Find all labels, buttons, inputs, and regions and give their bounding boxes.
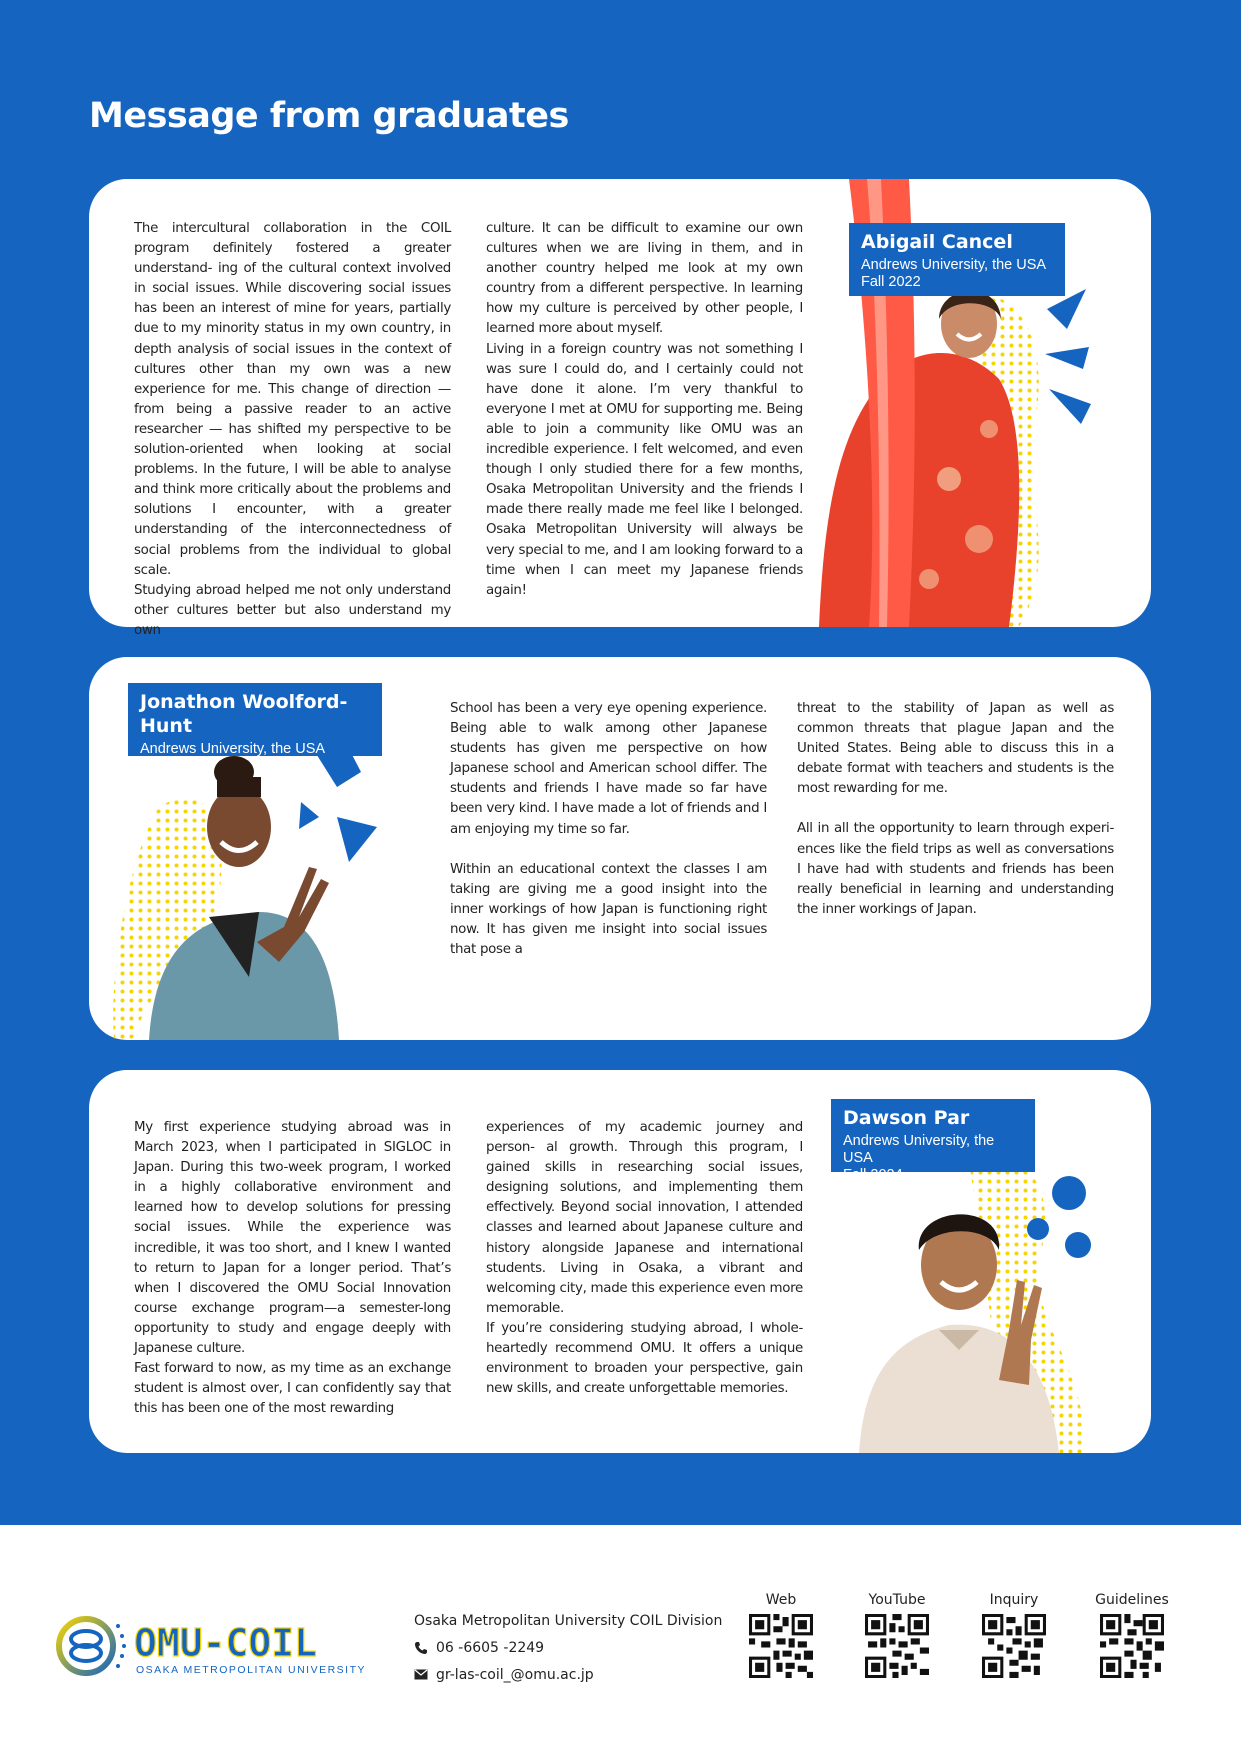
graduate-university: Andrews University, the USA [140,741,326,757]
testimonial-card-dawson [89,1070,1151,1453]
qr-web[interactable] [741,1592,821,1678]
logo-subtitle: OSAKA METROPOLITAN UNIVERSITY [136,1664,367,1676]
omu-coil-logo [48,1614,368,1681]
qr-label: Web [765,1592,797,1608]
qr-youtube[interactable] [857,1592,937,1678]
qr-code-icon[interactable] [1100,1614,1164,1678]
qr-label: Guidelines [1095,1592,1169,1608]
name-badge [128,683,382,774]
graduate-term: Fall 2022 [861,274,921,290]
graduate-term: Fall 2024 [843,1167,903,1183]
paragraph: The intercultural collaboration in the COIL program definitely fostered a greater understand- ing of the cultural context involved in social issues. While discovering social issues has been an interest of mine for years, partially due to my minority status in my own country, in depth analysis of social issues in the context of cultures other than my own was a new experience for me. This change of direction — from being a passive reader to an active researcher — has shifted my perspective to be solution-oriented when looking at social problems. In the future, I will be able to analyse and think more critically about the problems and solutions I encounter, with a greater understanding of the interconnectedness of social problems from the individual to global scale. [134,221,451,578]
qr-inquiry[interactable] [974,1592,1054,1678]
testimonial-card-abigail [89,179,1151,638]
email-row [414,1661,722,1688]
mail-icon [414,1669,428,1680]
paragraph: My first experience studying abroad was in March 2023, when I participated in SIGLOC in Japan. During this two-week program, I worked in a highly collaborative environment and learned how to develop solutions for pressing social issues. While the experience was incredible, it was too short, and I knew I wanted to return to Japan for a longer period. That’s when I discovered the OMU Social Innovation course exchange program—a semester-long opportunity to study and engage deeply with Japanese culture. [134,1120,451,1357]
testimonial-text-col1 [134,219,451,641]
phone-icon [414,1641,428,1655]
page-title: Message from graduates [89,96,569,136]
qr-code-icon[interactable] [982,1614,1046,1678]
paragraph: Studying abroad helped me not only understand other cultures better but also understand my own [134,582,451,638]
graduate-name: Abigail Cancel [861,231,1013,253]
contact-block [414,1607,722,1688]
testimonial-text-col2 [797,699,1114,920]
paragraph: Fast forward to now, as my time as an exchange student is almost over, I can confidently say that this has been one of the most rewarding [134,1361,451,1417]
graduate-photo-dawson [859,1150,1119,1453]
omu-coil-logo-mark [48,1614,368,1676]
name-badge [849,223,1065,296]
paragraph: If you’re considering studying abroad, I whole- heartedly recommend OMU. It offers a unique environment to broaden your perspective, gain new skills, and create unforgettable memories. [486,1320,803,1397]
graduate-term: Fall 2022 [140,758,200,774]
qr-guidelines[interactable] [1092,1592,1172,1678]
graduate-university: Andrews University, the USA [861,257,1047,273]
testimonial-text-col1 [450,699,767,960]
email-address[interactable]: gr-las-coil_@omu.ac.jp [436,1666,594,1683]
testimonial-card-jonathon [89,657,1151,1040]
qr-code-icon[interactable] [865,1614,929,1678]
qr-label: YouTube [868,1592,926,1608]
logo-text: OMU-COIL [134,1621,318,1665]
paragraph: Within an educational context the classes I am taking are giving me a good insight into the inner workings of how Japan is functioning right now. It has given me insight into social issues that pose a [450,861,767,958]
paragraph: All in all the opportunity to learn through experi- ences like the field trips as well as conversations I have had with students and friends has been really beneficial in learning and understanding the inner workings of Japan. [797,821,1114,917]
paragraph: experiences of my academic journey and person- al growth. Through this program, I gained skills in researching social issues, designing solutions, and implementing them effectively. Beyond social innovation, I attended classes and learned about Japanese culture and history alongside Japanese and international students. Living in Osaka, a vibrant and welcoming city, made this experience even more memorable. [486,1120,803,1316]
phone-row [414,1634,722,1661]
graduate-university: Andrews University, the USA [843,1133,995,1166]
qr-code-icon[interactable] [749,1614,813,1678]
graduate-name: Jonathon Woolford-Hunt [140,691,348,737]
name-badge [831,1099,1035,1183]
paragraph: Living in a foreign country was not something I was sure I could do, and I certainly could not have done it alone. I’m very thankful to everyone I met at OMU for supporting me. Being able to join a community like OMU was an incredible experience. I felt welcomed, and even though I only studied there for a few months, Osaka Metropolitan University and the friends I made there really made me feel like I belonged. Osaka Metropolitan University will always be very special to me, and I am looking forward to a time when I can meet my Japanese friends again! [486,341,803,598]
paragraph: culture. It can be difficult to examine our own cultures when we are living in them, and in another country helped me look at my own country from a different perspective. In learning how my culture is perceived by other people, I learned more about myself. [486,221,803,337]
qr-label: Inquiry [989,1592,1039,1608]
org-name: Osaka Metropolitan University COIL Division [414,1612,723,1629]
phone-number[interactable]: 06 -6605 -2249 [436,1639,545,1656]
testimonial-text-col1 [134,1118,451,1419]
testimonial-text-col2 [486,219,803,601]
paragraph: threat to the stability of Japan as well as common threats that plague Japan and the United States. Being able to discuss this in a debate format with teachers and students is the most rewarding for me. [797,701,1114,797]
paragraph: School has been a very eye opening experience. Being able to walk among other Japanese students has given me perspective on how Japanese school and American school differ. The students and friends I have made so far have been very kind. I have made a lot of friends and I am enjoying my time so far. [450,701,767,837]
graduate-name: Dawson Par [843,1107,970,1129]
testimonial-text-col2 [486,1118,803,1399]
